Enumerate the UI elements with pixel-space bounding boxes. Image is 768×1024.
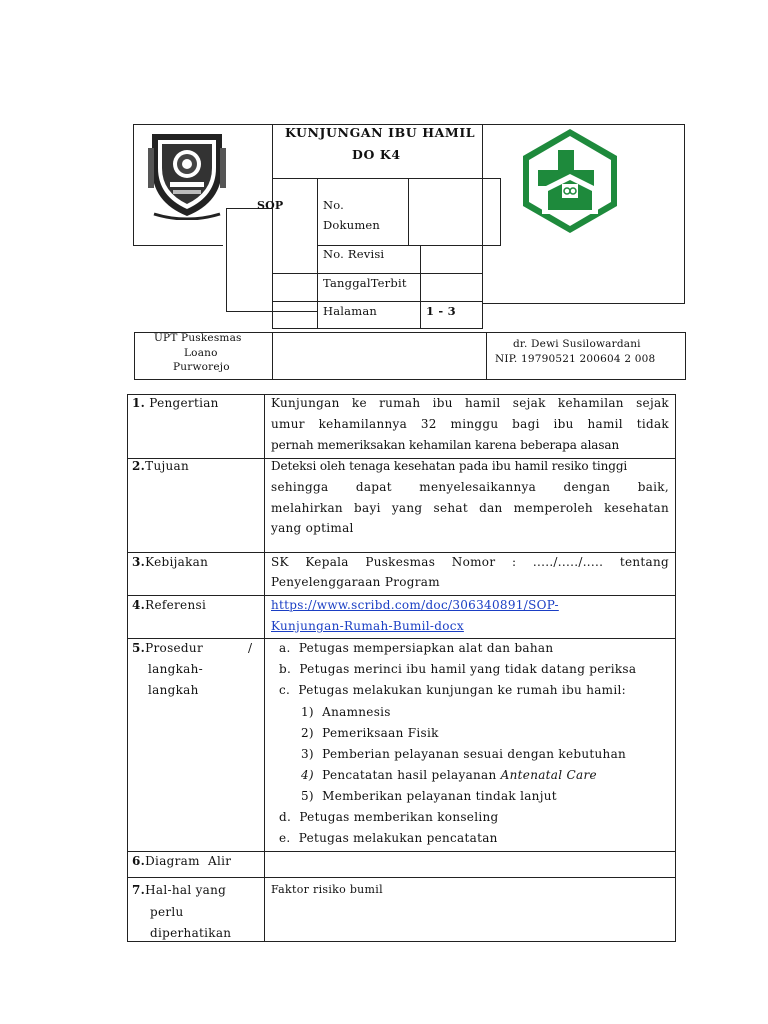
- procedure-item-a: a. Petugas mempersiapkan alat dan bahan: [279, 641, 554, 655]
- reference-link-line2[interactable]: Kunjungan-Rumah-Bumil-docx: [271, 619, 464, 633]
- sop-title-line2: DO K4: [352, 147, 401, 162]
- procedure-subitem-2: 2) Pemeriksaan Fisik: [301, 726, 439, 740]
- procedure-subitem-5: 5) Memberikan pelayanan tindak lanjut: [301, 789, 557, 803]
- section-1-line3: pernah memeriksakan kehamilan karena beberapa alasan: [271, 438, 620, 452]
- section-7-label-line1: 7.Hal-hal yang: [132, 883, 227, 897]
- section-6-label: 6.Diagram Alir: [132, 854, 232, 868]
- procedure-item-e: e. Petugas melakukan pencatatan: [279, 831, 498, 845]
- section-5-label-line1: 5.Prosedur: [132, 641, 203, 655]
- section-7-label-line2: perlu: [150, 905, 184, 919]
- section-2-line3: melahirkan bayi yang sehat dan memperoleh kesehatan: [271, 501, 669, 515]
- section-2-line2: sehingga dapat menyelesaikannya dengan baik,: [271, 480, 669, 494]
- section-1-label: 1. Pengertian: [132, 396, 219, 410]
- institution-line2: Loano: [184, 347, 218, 359]
- procedure-subitem-1: 1) Anamnesis: [301, 705, 391, 719]
- procedure-item-b: b. Petugas merinci ibu hamil yang tidak datang periksa: [279, 662, 637, 676]
- doc-no-label-line1: No.: [323, 198, 345, 212]
- page-value: 1 - 3: [426, 304, 456, 318]
- procedure-item-d: d. Petugas memberikan konseling: [279, 810, 499, 824]
- section-2-line4: yang optimal: [271, 521, 354, 535]
- section-3-line1: SK Kepala Puskesmas Nomor : ...../...../..... tentang: [271, 555, 669, 569]
- section-5-label-slash: /: [248, 641, 253, 655]
- issue-date-label: TanggalTerbit: [323, 276, 407, 290]
- procedure-subitem-3: 3) Pemberian pelayanan sesuai dengan kebutuhan: [301, 747, 627, 761]
- puskesmas-green-cross-icon: [518, 126, 622, 236]
- section-7-label-line3: diperhatikan: [150, 926, 232, 940]
- procedure-item-c: c. Petugas melakukan kunjungan ke rumah ibu hamil:: [279, 683, 626, 697]
- section-5-label-line2: langkah-: [148, 662, 204, 676]
- section-7-content: Faktor risiko bumil: [271, 883, 383, 896]
- page-label: Halaman: [323, 304, 377, 318]
- doc-no-label-line2: Dokumen: [323, 218, 381, 232]
- sop-label: SOP: [257, 199, 284, 212]
- section-3-label: 3.Kebijakan: [132, 555, 209, 569]
- section-5-label-line3: langkah: [148, 683, 199, 697]
- reference-link-line1[interactable]: https://www.scribd.com/doc/306340891/SOP-: [271, 598, 559, 612]
- section-4-label: 4.Referensi: [132, 598, 207, 612]
- section-3-line2: Penyelenggaraan Program: [271, 575, 440, 589]
- signer-nip: NIP. 19790521 200604 2 008: [495, 353, 656, 365]
- institution-line1: UPT Puskesmas: [154, 332, 242, 344]
- revision-label: No. Revisi: [323, 247, 385, 261]
- institution-line3: Purworejo: [173, 361, 230, 373]
- section-1-line2: umur kehamilannya 32 minggu bagi ibu hamil tidak: [271, 417, 669, 431]
- section-2-label: 2.Tujuan: [132, 459, 190, 473]
- procedure-subitem-4: 4) Pencatatan hasil pelayanan Antenatal Care: [301, 768, 597, 782]
- section-1-line1: Kunjungan ke rumah ibu hamil sejak kehamilan sejak: [271, 396, 669, 410]
- regency-emblem-icon: [146, 128, 228, 220]
- signer-name: dr. Dewi Susilowardani: [513, 338, 641, 350]
- sop-title-line1: KUNJUNGAN IBU HAMIL: [285, 125, 476, 140]
- section-2-line1: Deteksi oleh tenaga kesehatan pada ibu hamil resiko tinggi: [271, 459, 628, 473]
